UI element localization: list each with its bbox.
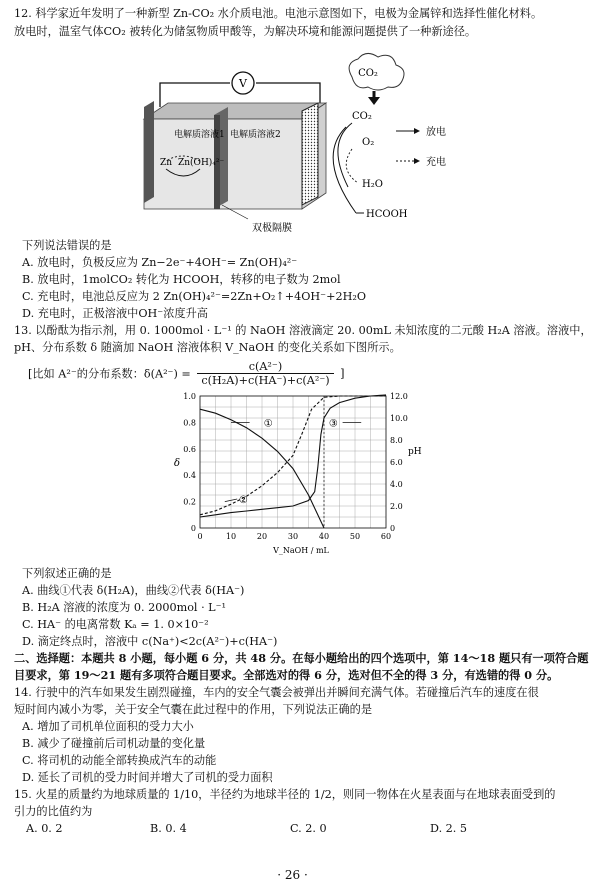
section2-line1: 二、选择题：本题共 8 小题，每小题 6 分，共 48 分。在每小题给出的四个选项中，第 14～18 题只有一项符合题 bbox=[14, 651, 589, 665]
formula-numerator: c(A²⁻) bbox=[197, 360, 333, 374]
curve-label: ① bbox=[263, 418, 273, 430]
q14-option-c: C. 将司机的动能全部转换成汽车的动能 bbox=[22, 754, 217, 767]
electrolyte2-label: 电解质溶液2 bbox=[230, 130, 281, 140]
q12-stem-line2: 放电时，温室气体CO₂ 被转化为储氢物质甲酸等，为解决环境和能源问题提供了一种新途径。 bbox=[14, 25, 477, 38]
o2-label: O₂ bbox=[362, 137, 375, 148]
titration-chart bbox=[160, 388, 420, 563]
q13-option-c: C. HA⁻ 的电离常数 Kₐ = 1. 0×10⁻² bbox=[22, 618, 209, 631]
x-tick-label: 0 bbox=[197, 532, 203, 541]
formula-left: [比如 A²⁻的分布系数：δ(A²⁻) = bbox=[28, 367, 191, 381]
q12-prompt: 下列说法错误的是 bbox=[22, 239, 112, 252]
q12-option-c: C. 充电时，电池总反应为 2 Zn(OH)₄²⁻=2Zn+O₂↑+4OH⁻+2H₂O bbox=[22, 290, 366, 303]
x-tick-label: 10 bbox=[225, 532, 237, 541]
formula-denominator: c(H₂A)+c(HA⁻)+c(A²⁻) bbox=[201, 374, 330, 387]
y-right-tick-label: 0 bbox=[390, 524, 396, 533]
zn-oh-label: Zn(OH)₄²⁻ bbox=[178, 158, 225, 168]
q13-stem-line1: 13. 以酚酞为指示剂，用 0. 1000mol · L⁻¹ 的 NaOH 溶液滴定 20. 00mL 未知浓度的二元酸 H₂A 溶液。溶液中， bbox=[14, 324, 592, 337]
voltmeter-label: V bbox=[239, 77, 247, 90]
q14-option-b: B. 减少了碰撞前后司机动量的变化量 bbox=[22, 737, 206, 750]
q15-option-c: C. 2. 0 bbox=[290, 822, 327, 835]
legend-discharge: 放电 bbox=[426, 127, 446, 138]
x-tick-label: 20 bbox=[256, 532, 268, 541]
y-left-tick-label: 0.6 bbox=[183, 444, 196, 454]
y-left-tick-label: 1.0 bbox=[183, 392, 196, 401]
q13-option-b: B. H₂A 溶液的浓度为 0. 2000mol · L⁻¹ bbox=[22, 601, 227, 614]
y-left-tick-label: 0.4 bbox=[183, 471, 196, 481]
q15-option-b: B. 0. 4 bbox=[150, 822, 187, 835]
y-right-tick-label: 2.0 bbox=[390, 502, 403, 511]
formula-right: ] bbox=[340, 367, 345, 380]
electrolyte1-label: 电解质溶液1 bbox=[174, 130, 225, 140]
page-number: · 26 · bbox=[277, 868, 308, 882]
y-right-tick-label: 8.0 bbox=[390, 436, 403, 445]
distribution-formula bbox=[28, 360, 345, 387]
membrane-label: 双极隔膜 bbox=[252, 223, 292, 234]
q15-stem-line2: 引力的比值约为 bbox=[14, 805, 93, 818]
q13-option-a: A. 曲线①代表 δ(H₂A)，曲线②代表 δ(HA⁻) bbox=[22, 584, 245, 597]
curve-label: ③ bbox=[328, 418, 338, 430]
y-right-tick-label: 12.0 bbox=[390, 392, 408, 401]
hcooh-label: HCOOH bbox=[366, 209, 408, 220]
q14-stem-line2: 短时间内减小为零，关于安全气囊在此过程中的作用，下列说法正确的是 bbox=[14, 703, 373, 716]
y-right-tick-label: 10.0 bbox=[390, 414, 408, 423]
q13-option-d: D. 滴定终点时，溶液中 c(Na⁺)<2c(A²⁻)+c(HA⁻) bbox=[22, 635, 278, 648]
x-tick-label: 60 bbox=[380, 532, 392, 541]
q12-option-d: D. 充电时，正极溶液中OH⁻浓度升高 bbox=[22, 307, 208, 320]
q14-option-d: D. 延长了司机的受力时间并增大了司机的受力面积 bbox=[22, 771, 273, 784]
y-right-tick-label: 6.0 bbox=[390, 458, 403, 467]
y-left-tick-label: 0 bbox=[190, 524, 196, 533]
q12-option-b: B. 放电时，1molCO₂ 转化为 HCOOH，转移的电子数为 2mol bbox=[22, 273, 341, 286]
x-axis-label: V_NaOH / mL bbox=[273, 546, 329, 555]
curve-label: ② bbox=[238, 494, 248, 506]
battery-diagram bbox=[130, 57, 570, 235]
legend-charge: 充电 bbox=[426, 157, 446, 168]
q12-stem-line1: 12. 科学家近年发明了一种新型 Zn-CO₂ 水介质电池。电池示意图如下，电极为金属锌和选择性催化材料。 bbox=[14, 7, 543, 20]
q15-option-d: D. 2. 5 bbox=[430, 822, 468, 835]
h2o-label: H₂O bbox=[362, 179, 383, 190]
q14-stem-line1: 14. 行驶中的汽车如果发生剧烈碰撞，车内的安全气囊会被弹出并瞬间充满气体。若碰撞后汽车的速度在很 bbox=[14, 686, 539, 699]
x-tick-label: 30 bbox=[287, 532, 299, 541]
q15-option-a: A. 0. 2 bbox=[26, 822, 63, 835]
y-left-axis-label: δ bbox=[174, 458, 181, 469]
q14-option-a: A. 增加了司机单位面积的受力大小 bbox=[22, 720, 194, 733]
y-left-tick-label: 0.8 bbox=[183, 418, 196, 428]
q13-stem-line2: pH、分布系数 δ 随滴加 NaOH 溶液体积 V_NaOH 的变化关系如下图所示。 bbox=[14, 341, 401, 354]
co2-label: CO₂ bbox=[352, 111, 372, 122]
y-left-tick-label: 0.2 bbox=[183, 497, 196, 507]
q13-prompt: 下列叙述正确的是 bbox=[22, 567, 112, 580]
y-right-tick-label: 4.0 bbox=[390, 480, 403, 489]
x-tick-label: 40 bbox=[318, 532, 330, 541]
x-tick-label: 50 bbox=[349, 532, 361, 541]
y-right-axis-label: pH bbox=[408, 447, 422, 457]
section2-line2: 目要求，第 19～21 题有多项符合题目要求。全部选对的得 6 分，选对但不全的得 3 分，有选错的得 0 分。 bbox=[14, 668, 559, 682]
q15-stem-line1: 15. 火星的质量约为地球质量的 1/10，半径约为地球半径的 1/2，则同一物体在火星表面与在地球表面受到的 bbox=[14, 788, 556, 801]
cloud-co2-label: CO₂ bbox=[358, 68, 378, 79]
q12-option-a: A. 放电时，负极反应为 Zn−2e⁻+4OH⁻= Zn(OH)₄²⁻ bbox=[22, 256, 298, 269]
zn-label: Zn bbox=[160, 158, 173, 168]
